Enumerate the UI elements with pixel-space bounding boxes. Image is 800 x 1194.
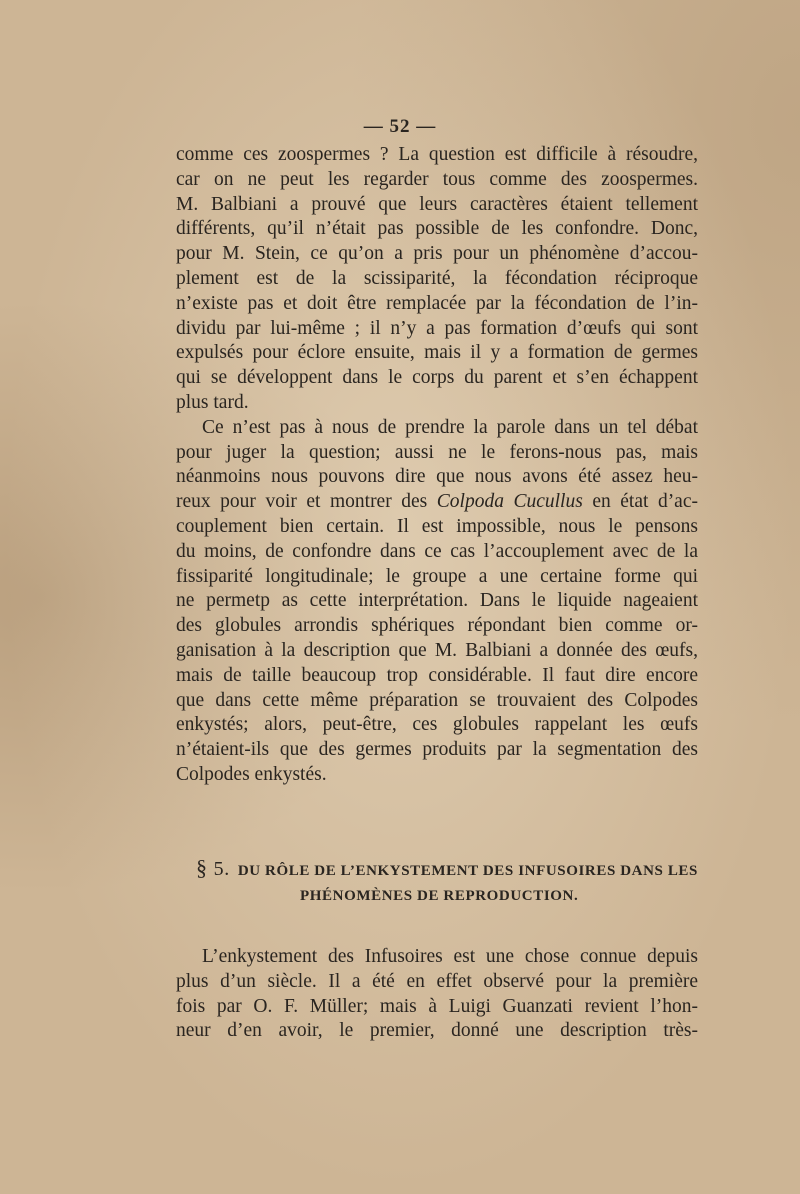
text-segment: reux pour voir et montrer des bbox=[176, 491, 437, 513]
text-line: expulsés pour éclore ensuite, mais il y a formation de germes bbox=[176, 342, 698, 364]
section-number: 5. bbox=[213, 858, 230, 880]
text-line: ganisation à la description que M. Balbiani a donnée des œufs, bbox=[176, 639, 698, 661]
text-line: fois par O. F. Müller; mais à Luigi Guanzati revient l’hon- bbox=[176, 995, 698, 1017]
body-text-top bbox=[176, 143, 698, 788]
text-line: dividu par lui-même ; il n’y a pas formation d’œufs qui sont bbox=[176, 317, 698, 339]
paragraph-first-line: L’enkystement des Infusoires est une chose connue depuis bbox=[202, 946, 698, 967]
text-line-with-species bbox=[176, 490, 698, 515]
text-line: différents, qu’il n’était pas possible de les confondre. Donc, bbox=[176, 218, 698, 240]
text-line: plus tard. bbox=[176, 391, 249, 413]
text-line: du moins, de confondre dans ce cas l’accouplement avec de la bbox=[176, 540, 698, 562]
text-line: n’étaient-ils que des germes produits par la segmentation des bbox=[176, 739, 698, 761]
text-line: Colpodes enkystés. bbox=[176, 763, 327, 785]
text-line: mais de taille beaucoup trop considérable. Il faut dire encore bbox=[176, 664, 698, 686]
text-line: fissiparité longitudinale; le groupe a une certaine forme qui bbox=[176, 565, 698, 587]
paragraph-first-line: Ce n’est pas à nous de prendre la parole dans un tel débat bbox=[202, 416, 698, 438]
section-heading-title bbox=[196, 855, 698, 881]
species-name: Colpoda Cucullus bbox=[436, 491, 583, 513]
text-line: qui se développent dans le corps du parent et s’en échappent bbox=[176, 367, 698, 389]
page-number: — 52 — bbox=[363, 116, 437, 137]
text-line: neur d’en avoir, le premier, donné une description très- bbox=[176, 1020, 698, 1042]
text-line: M. Balbiani a prouvé que leurs caractères étaient tellement bbox=[176, 193, 698, 215]
text-line: n’existe pas et doit être remplacée par la fécondation de l’in- bbox=[176, 292, 698, 314]
text-segment: en état d’ac- bbox=[582, 491, 698, 513]
body-text-bottom bbox=[176, 945, 698, 1044]
text-line: des globules arrondis sphériques répondant bien comme or- bbox=[176, 615, 698, 637]
text-line: pour juger la question; aussi ne le ferons-nous pas, mais bbox=[176, 441, 698, 463]
text-line: que dans cette même préparation se trouvaient des Colpodes bbox=[176, 689, 698, 711]
text-line: plus d’un siècle. Il a été en effet observé pour la première bbox=[176, 970, 698, 992]
section-title-line-1: DU RÔLE DE L’ENKYSTEMENT DES INFUSOIRES DANS LES bbox=[237, 863, 698, 879]
text-line: car on ne peut les regarder tous comme des zoospermes. bbox=[176, 168, 698, 190]
text-line: néanmoins nous pouvons dire que nous avons été assez heu- bbox=[176, 466, 698, 488]
text-line: pour M. Stein, ce qu’on a pris pour un phénomène d’accou- bbox=[176, 243, 698, 265]
section-title-line-2: PHÉNOMÈNES DE REPRODUCTION. bbox=[300, 888, 579, 904]
text-line: couplement bien certain. Il est impossible, nous le pensons bbox=[176, 515, 698, 537]
text-line: enkystés; alors, peut-être, ces globules rappelant les œufs bbox=[176, 714, 698, 736]
text-line: comme ces zoospermes ? La question est difficile à résoudre, bbox=[176, 144, 698, 165]
text-line: plement est de la scissiparité, la fécondation réciproque bbox=[176, 267, 698, 289]
section-symbol: § bbox=[196, 855, 208, 880]
text-line: ne permetp as cette interprétation. Dans le liquide nageaient bbox=[176, 590, 698, 612]
